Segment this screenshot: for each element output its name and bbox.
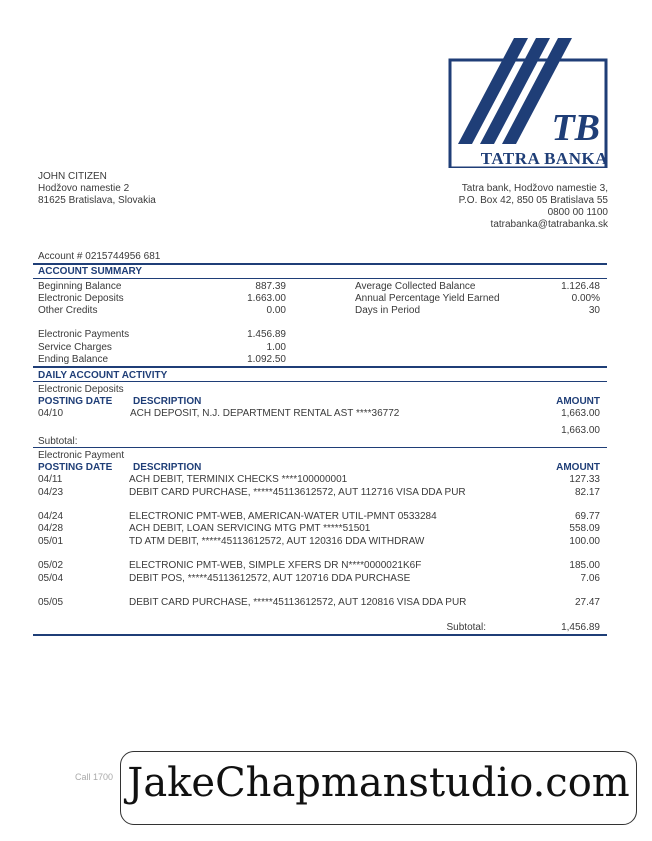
summary-value: 1.456.89 bbox=[247, 329, 286, 340]
summary-value: 1.663.00 bbox=[247, 293, 286, 304]
summary-row bbox=[38, 354, 600, 366]
transaction-date: 05/01 bbox=[38, 536, 64, 547]
transaction-amount: 7.06 bbox=[580, 573, 600, 584]
summary-label: Average Collected Balance bbox=[355, 281, 476, 292]
summary-label: Days in Period bbox=[355, 305, 421, 316]
summary-label: Ending Balance bbox=[38, 354, 109, 365]
summary-label: Beginning Balance bbox=[38, 281, 122, 292]
col-amount: AMOUNT bbox=[556, 396, 600, 407]
summary-row bbox=[38, 293, 600, 305]
payments-subtotal-row bbox=[38, 622, 600, 634]
col-posting-date: POSTING DATE bbox=[38, 462, 113, 473]
transaction-date: 04/24 bbox=[38, 511, 64, 522]
transaction-row bbox=[38, 560, 600, 572]
bank-address-line: P.O. Box 42, 850 05 Bratislava 55 bbox=[458, 195, 608, 206]
transaction-row bbox=[38, 474, 600, 486]
col-description: DESCRIPTION bbox=[133, 462, 202, 473]
summary-row bbox=[38, 342, 600, 354]
column-headers bbox=[38, 462, 600, 474]
summary-row bbox=[38, 305, 600, 317]
divider bbox=[33, 263, 607, 265]
col-amount: AMOUNT bbox=[556, 462, 600, 473]
transaction-row bbox=[38, 487, 600, 499]
footer-call-text: Call 1700 bbox=[75, 772, 114, 782]
watermark-text: JakeChapmanstudio.com bbox=[127, 760, 630, 806]
subtotal-label: Subtotal: bbox=[38, 436, 78, 447]
summary-label: Electronic Deposits bbox=[38, 293, 124, 304]
summary-row bbox=[38, 281, 600, 293]
summary-value: 1.00 bbox=[266, 342, 286, 353]
transaction-amount: 82.17 bbox=[574, 487, 600, 498]
customer-address bbox=[38, 171, 156, 207]
transaction-amount: 27.47 bbox=[574, 597, 600, 608]
transaction-date: 04/10 bbox=[38, 408, 64, 419]
summary-value: 30 bbox=[588, 305, 600, 316]
summary-title: ACCOUNT SUMMARY bbox=[38, 266, 143, 277]
summary-label: Service Charges bbox=[38, 342, 112, 353]
activity-title: DAILY ACCOUNT ACTIVITY bbox=[38, 370, 168, 381]
transaction-description: TD ATM DEBIT, *****45113612572, AUT 120316 DDA WITHDRAW bbox=[129, 536, 425, 547]
transaction-row bbox=[38, 573, 600, 585]
transaction-amount: 127.33 bbox=[569, 474, 600, 485]
transaction-description: ACH DEBIT, TERMINIX CHECKS ****100000001 bbox=[129, 474, 348, 485]
transaction-description: DEBIT CARD PURCHASE, *****45113612572, AUT 120816 VISA DDA PUR bbox=[129, 597, 467, 608]
logo-monogram: TB bbox=[551, 107, 600, 149]
transaction-date: 05/04 bbox=[38, 573, 64, 584]
transaction-row bbox=[38, 523, 600, 535]
summary-value: 887.39 bbox=[255, 281, 286, 292]
col-posting-date: POSTING DATE bbox=[38, 396, 113, 407]
summary-value: 1.092.50 bbox=[247, 354, 286, 365]
bank-address-line: Tatra bank, Hodžovo namestie 3, bbox=[461, 183, 608, 194]
transaction-row bbox=[38, 408, 600, 420]
payments-title-row bbox=[38, 450, 600, 462]
payments-subtotal: 1,456.89 bbox=[561, 622, 600, 633]
summary-value: 0.00 bbox=[266, 305, 286, 316]
transaction-amount: 69.77 bbox=[574, 511, 600, 522]
subtotal-label: Subtotal: bbox=[446, 622, 486, 633]
divider bbox=[33, 366, 607, 368]
summary-value: 0.00% bbox=[571, 293, 600, 304]
transaction-date: 05/05 bbox=[38, 597, 64, 608]
divider bbox=[33, 447, 607, 448]
col-description: DESCRIPTION bbox=[133, 396, 202, 407]
column-headers bbox=[38, 396, 600, 408]
summary-row bbox=[38, 329, 600, 341]
account-number-row bbox=[38, 251, 600, 263]
payments-title: Electronic Payment bbox=[38, 450, 125, 461]
transaction-description: DEBIT CARD PURCHASE, *****45113612572, AUT 112716 VISA DDA PUR bbox=[129, 487, 466, 498]
customer-city: 81625 Bratislava, Slovakia bbox=[38, 195, 156, 206]
summary-header bbox=[38, 266, 600, 278]
transaction-row bbox=[38, 536, 600, 548]
account-number: Account # 0215744956 681 bbox=[38, 251, 161, 262]
deposits-title: Electronic Deposits bbox=[38, 384, 124, 395]
summary-label: Other Credits bbox=[38, 305, 98, 316]
transaction-description: ACH DEPOSIT, N.J. DEPARTMENT RENTAL AST ****36772 bbox=[130, 408, 400, 419]
divider bbox=[33, 278, 607, 279]
transaction-date: 05/02 bbox=[38, 560, 64, 571]
bank-email: tatrabanka@tatrabanka.sk bbox=[490, 219, 608, 230]
transaction-date: 04/28 bbox=[38, 523, 64, 534]
transaction-date: 04/11 bbox=[38, 474, 63, 485]
transaction-amount: 558.09 bbox=[569, 523, 600, 534]
divider bbox=[33, 381, 607, 382]
bank-phone: 0800 00 1100 bbox=[547, 207, 608, 218]
bank-address bbox=[459, 183, 608, 231]
transaction-row bbox=[38, 511, 600, 523]
summary-value: 1.126.48 bbox=[561, 281, 600, 292]
transaction-description: DEBIT POS, *****45113612572, AUT 120716 DDA PURCHASE bbox=[129, 573, 411, 584]
customer-street: Hodžovo namestie 2 bbox=[38, 183, 130, 194]
transaction-description: ELECTRONIC PMT-WEB, AMERICAN-WATER UTIL-PMNT 0533284 bbox=[129, 511, 437, 522]
bank-name: TATRA BANKA bbox=[480, 149, 608, 168]
transaction-amount: 185.00 bbox=[569, 560, 600, 571]
transaction-description: ACH DEBIT, LOAN SERVICING MTG PMT *****51501 bbox=[129, 523, 371, 534]
deposits-total: 1,663.00 bbox=[561, 425, 600, 436]
summary-label: Annual Percentage Yield Earned bbox=[355, 293, 500, 304]
transaction-description: ELECTRONIC PMT-WEB, SIMPLE XFERS DR N****0000021K6F bbox=[129, 560, 422, 571]
transaction-amount: 1,663.00 bbox=[561, 408, 600, 419]
transaction-date: 04/23 bbox=[38, 487, 64, 498]
deposits-title-row bbox=[38, 384, 600, 396]
summary-label: Electronic Payments bbox=[38, 329, 130, 340]
transaction-row bbox=[38, 597, 600, 609]
transaction-amount: 100.00 bbox=[569, 536, 600, 547]
customer-name: JOHN CITIZEN bbox=[38, 171, 107, 182]
divider bbox=[33, 634, 607, 636]
